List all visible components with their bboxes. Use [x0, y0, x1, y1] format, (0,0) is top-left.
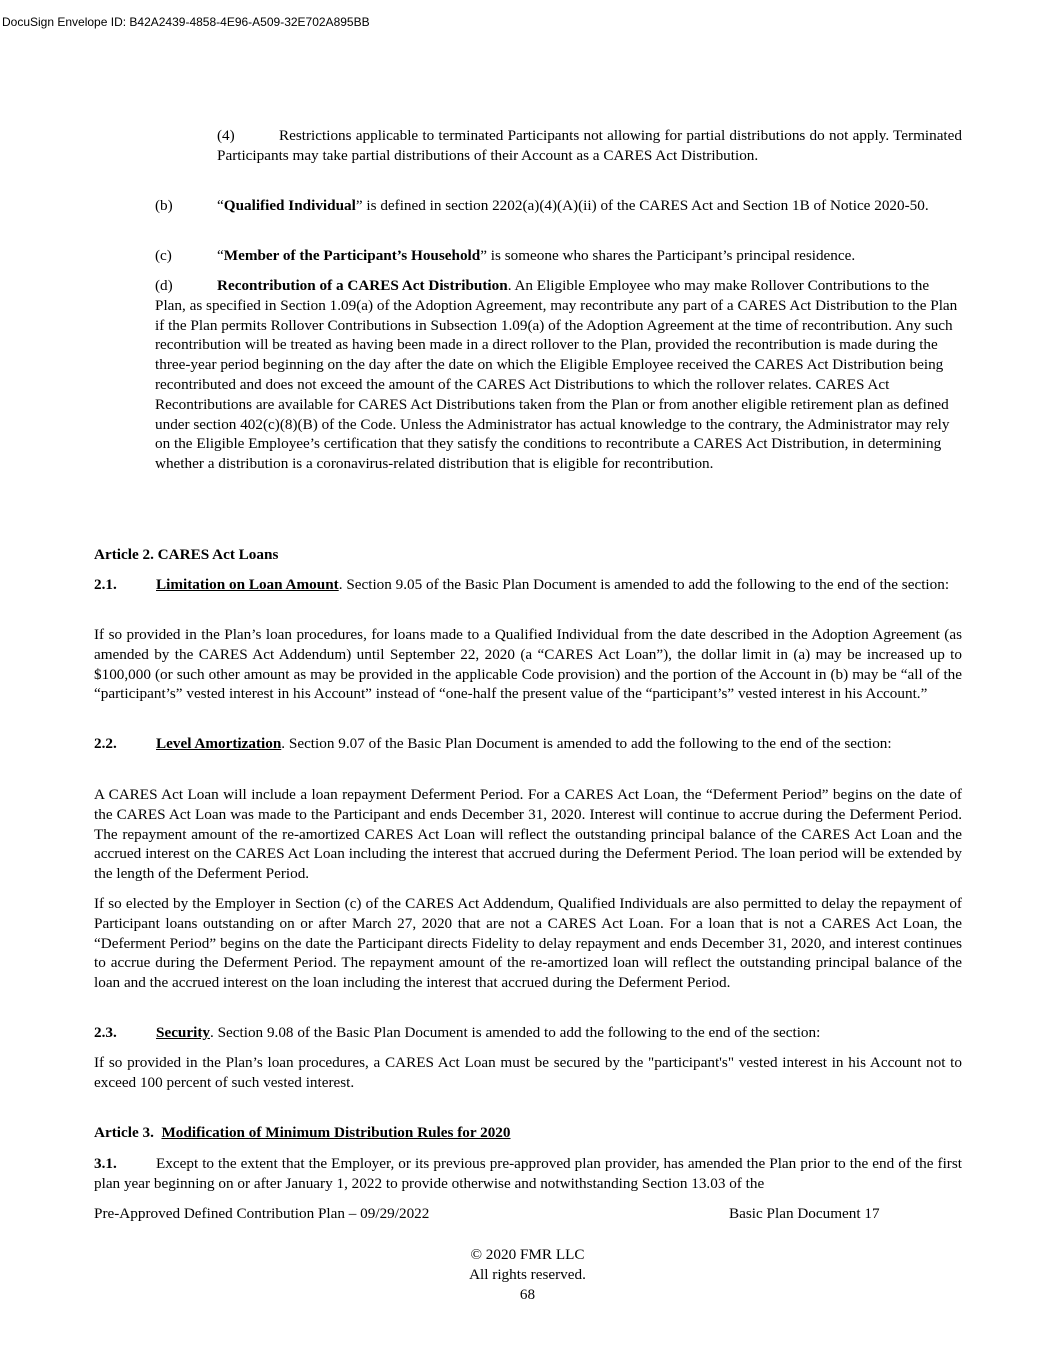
section-2-3-title: Security: [156, 1024, 210, 1041]
article-2-heading-text: Article 2. CARES Act Loans: [94, 546, 279, 563]
article-3-title: Modification of Minimum Distribution Rules for 2020: [161, 1124, 511, 1141]
item-d-term: Recontribution of a CARES Act Distribution: [217, 277, 508, 294]
docusign-envelope-id: DocuSign Envelope ID: B42A2439-4858-4E96-A509-32E702A895BB: [2, 15, 370, 29]
footer-rights: All rights reserved.: [469, 1265, 586, 1283]
section-2-2-number: 2.2.: [94, 735, 117, 752]
section-3-1-text: Except to the extent that the Employer, or its previous pre-approved plan provider, has amended the Plan prior to the end of the first plan year beginning on or after January 1, 2022 to provide otherwise and notwithstanding Section 13.03 of the: [94, 1155, 962, 1192]
article-2-heading: [94, 545, 962, 565]
item-b-number: (b): [155, 197, 173, 214]
section-2-3-body: If so provided in the Plan’s loan procedures, a CARES Act Loan must be secured by the "participant's" vested interest in his Account not to exceed 100 percent of such vested interest.: [94, 1054, 962, 1091]
item-b-text: ” is defined in section 2202(a)(4)(A)(ii) of the CARES Act and Section 1B of Notice 2020-50.: [355, 197, 929, 214]
item-c-term: Member of the Participant’s Household: [223, 247, 481, 264]
section-2-1-text: . Section 9.05 of the Basic Plan Document is amended to add the following to the end of the section:: [338, 576, 950, 593]
item-b-paragraph: [155, 196, 962, 216]
item-d-text: . An Eligible Employee who may make Rollover Contributions to the Plan, as specified in Section 1.09(a) of the Adoption Agreement, may recontribute any part of a CARES Act Distribution to the Plan if the Plan permits Rollover Contributions in Subsection 1.09(a) of the Adoption Agreement at the time of recontribution. Any such recontribution will be treated as having been made in a direct rollover to the Plan, provided the recontribution is made during the three-year period beginning on the day after the date on which the Eligible Employee received the CARES Act Distribution being recontributed and does not exceed the amount of the CARES Act Distributions to which the rollover relates. CARES Act Recontributions are available for CARES Act Distributions taken from the Plan or from another eligible retirement plan as defined under section 402(c)(8)(B) of the Code. Unless the Administrator has actual knowledge to the contrary, the Administrator may rely on the Eligible Employee’s certification that they satisfy the conditions to recontribute a CARES Act Distribution, in determining whether a distribution is a coronavirus-related distribution that is eligible for recontribution.: [155, 277, 958, 473]
section-3-1-number: 3.1.: [94, 1155, 117, 1172]
section-2-1-title: Limitation on Loan Amount: [156, 576, 339, 593]
item-d-paragraph: [155, 276, 962, 474]
article-3-heading: [94, 1123, 962, 1143]
item-c-open-quote: “: [217, 247, 224, 264]
section-2-1-paragraph: [94, 575, 962, 595]
section-2-2-text: . Section 9.07 of the Basic Plan Document is amended to add the following to the end of the section:: [281, 735, 892, 752]
item-4-number: (4): [217, 127, 235, 144]
section-2-2-paragraph: [94, 734, 962, 754]
footer-copyright-block: [0, 1245, 1055, 1304]
item-d-number: (d): [155, 277, 173, 294]
section-2-2-title: Level Amortization: [156, 735, 282, 752]
section-2-1-number: 2.1.: [94, 576, 117, 593]
section-3-1-paragraph: [94, 1154, 962, 1194]
section-2-3-paragraph: [94, 1023, 962, 1043]
article-3-prefix: Article 3.: [94, 1124, 162, 1141]
item-4-text: Restrictions applicable to terminated Participants not allowing for partial distributions do not apply. Terminated Participants may take partial distributions of their Account as a CARES Act Distribution.: [217, 127, 962, 164]
item-4-paragraph: [217, 126, 962, 166]
item-b-term: Qualified Individual: [223, 197, 356, 214]
section-2-1-body: If so provided in the Plan’s loan procedures, for loans made to a Qualified Individual from the date described in the Adoption Agreement (as amended by the CARES Act Addendum) until September 22, 2020 (a “CARES Act Loan”), the dollar limit in (a) may be increased up to $100,000 (or such other amount as may be provided in the applicable Code provision) and the portion of the Account in (b) may be “all of the “participant’s” vested interest in his Account” instead of “one-half the present value of the “participant’s” vested interest in his Account.”: [94, 626, 962, 703]
section-2-2-body-2: If so elected by the Employer in Section (c) of the CARES Act Addendum, Qualified Individuals are also permitted to delay the repayment of Participant loans outstanding on or after March 27, 2020 that are not a CARES Act Loan. For a loan that is not a CARES Act Loan, the “Deferment Period” begins on the date the Participant directs Fidelity to delay repayment and ends December 31, 2020, and interest continues to accrue during the Deferment Period. The repayment amount of the re-amortized loan will reflect the outstanding principal balance of the loan and the accrued interest on the loan including the interest that accrued during the Deferment Period.: [94, 895, 962, 992]
footer-plan-name: Pre-Approved Defined Contribution Plan – 09/29/2022: [94, 1205, 430, 1222]
section-2-2-body-1: A CARES Act Loan will include a loan repayment Deferment Period. For a CARES Act Loan, the “Deferment Period” begins on the date of the CARES Act Loan was made to the Participant and ends December 31, 2020. Interest will continue to accrue during the Deferment Period. The repayment amount of the re-amortized CARES Act Loan will reflect the outstanding principal balance of the CARES Act Loan and the accrued interest on the CARES Act Loan including the interest that accrued during the Deferment Period. The loan period will be extended by the length of the Deferment Period.: [94, 786, 962, 883]
item-b-open-quote: “: [217, 197, 224, 214]
footer-copyright: © 2020 FMR LLC: [470, 1246, 585, 1263]
footer-document-ref: Basic Plan Document 17: [729, 1205, 880, 1222]
section-2-3-text: . Section 9.08 of the Basic Plan Document is amended to add the following to the end of the section:: [210, 1024, 821, 1041]
item-c-paragraph: [155, 246, 962, 266]
item-c-text: ” is someone who shares the Participant’s principal residence.: [480, 247, 856, 264]
section-2-3-number: 2.3.: [94, 1024, 117, 1041]
page-number: 68: [519, 1285, 536, 1303]
item-c-number: (c): [155, 247, 172, 264]
